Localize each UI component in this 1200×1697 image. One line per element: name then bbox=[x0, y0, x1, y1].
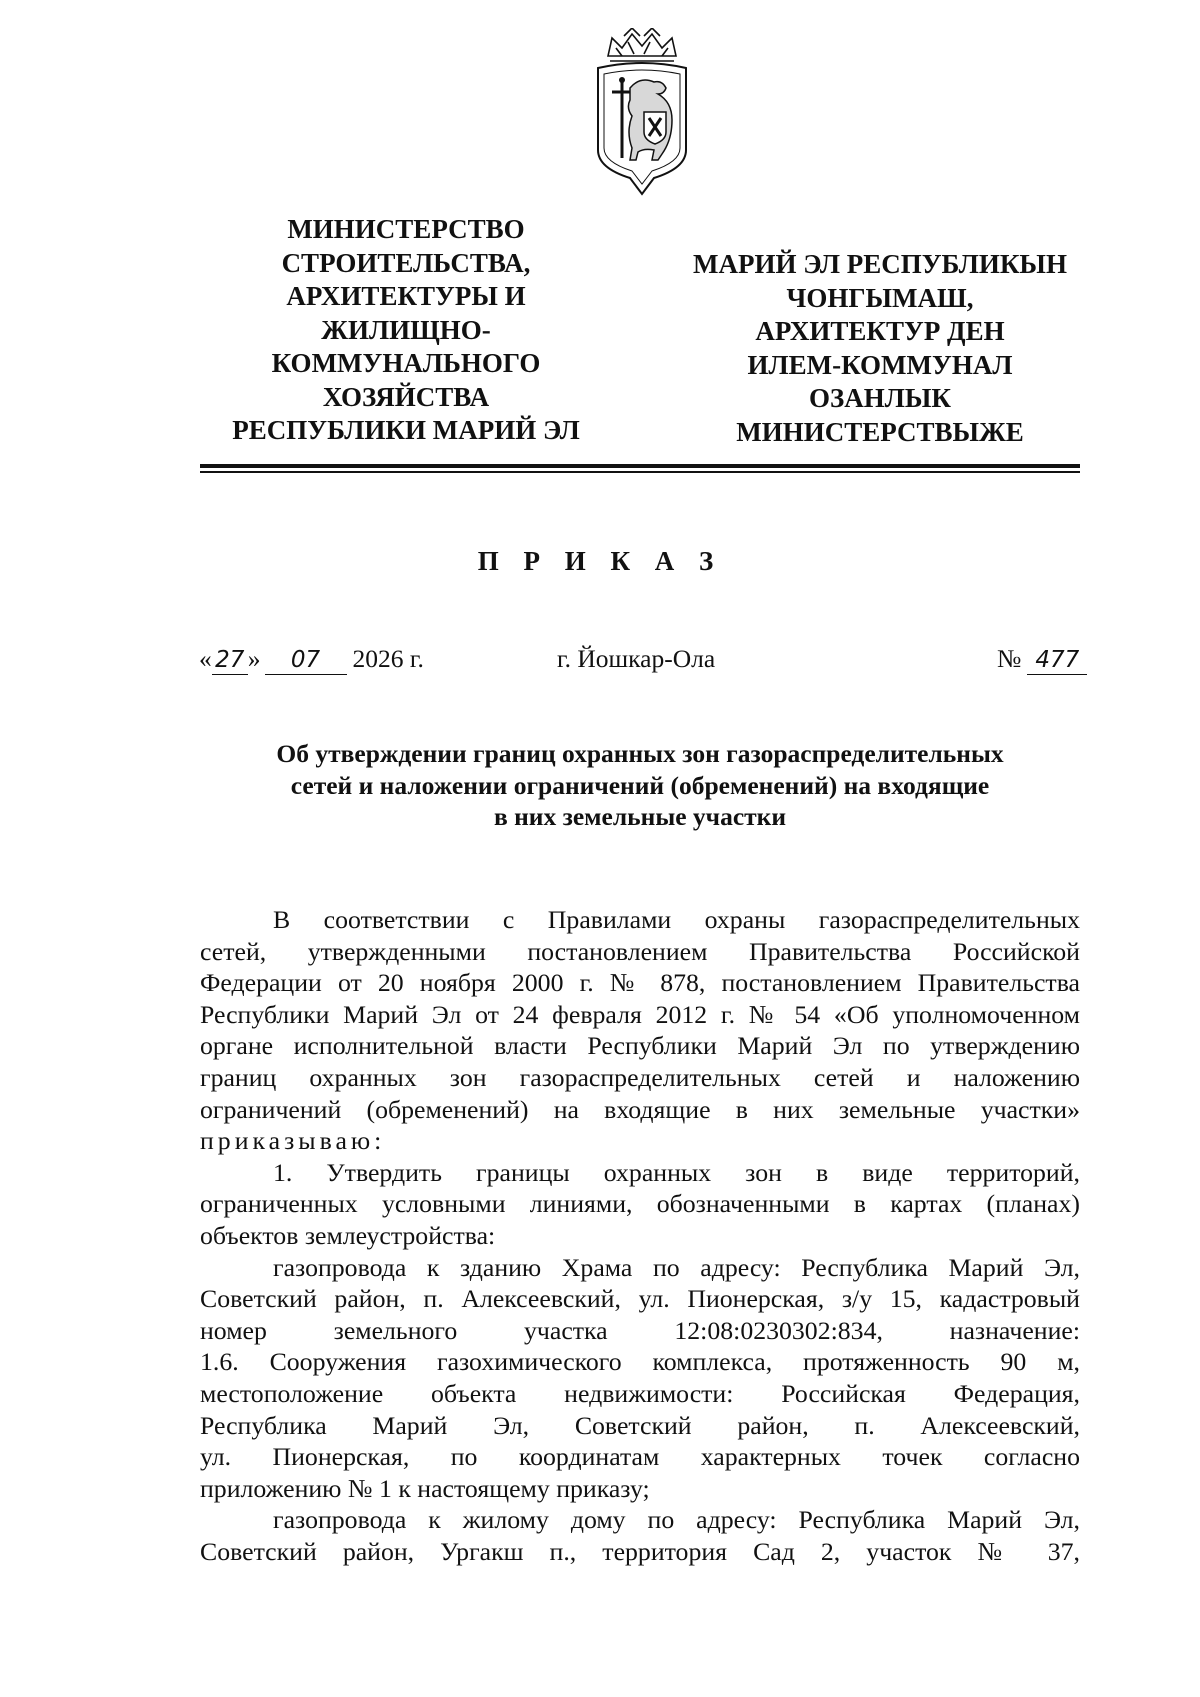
paragraph-item-1-a bbox=[200, 1252, 1080, 1505]
org-mhr-line: ОЗАНЛЫК bbox=[809, 383, 951, 413]
body-line: ул. Пионерская, по координатам характерных точек согласно bbox=[200, 1442, 1080, 1472]
header-divider-thick bbox=[200, 464, 1080, 468]
document-city: г. Йошкар-Ола bbox=[557, 644, 716, 673]
decree-word: приказываю: bbox=[200, 1126, 386, 1156]
body-line: местоположение объекта недвижимости: Российская Федерация, bbox=[200, 1378, 1080, 1408]
body-line: Советский район, Ургакш п., территория Сад 2, участок № 37, bbox=[200, 1536, 1080, 1566]
body-line: органе исполнительной власти Республики Марий Эл по утверждению bbox=[200, 1031, 1080, 1061]
org-mhr-line: ИЛЕМ-КОММУНАЛ bbox=[747, 349, 1013, 380]
body-line: ограниченных условными линиями, обозначенными в картах (планах) bbox=[200, 1189, 1080, 1219]
org-ru-line: РЕСПУБЛИКИ МАРИЙ ЭЛ bbox=[232, 415, 580, 445]
date-close-quote: » bbox=[247, 644, 261, 673]
org-ru-line: СТРОИТЕЛЬСТВА, bbox=[281, 247, 531, 278]
org-ru-line: ЖИЛИЩНО- bbox=[321, 314, 491, 345]
date-day: 27 bbox=[212, 647, 248, 675]
body-line: Советский район, п. Алексеевский, ул. Пионерская, з/у 15, кадастровый bbox=[200, 1284, 1080, 1314]
organization-name-mhr bbox=[660, 248, 1100, 449]
date-year: 2026 г. bbox=[352, 644, 424, 673]
body-line: номер земельного участка 12:08:0230302:834, назначение: bbox=[200, 1315, 1080, 1345]
org-ru-line: АРХИТЕКТУРЫ И bbox=[286, 281, 526, 311]
body-line: газопровода к зданию Храма по адресу: Республика Марий Эл, bbox=[273, 1252, 1080, 1282]
body-line: границ охранных зон газораспределительных сетей и наложению bbox=[200, 1062, 1080, 1092]
body-line: приложению № 1 к настоящему приказу; bbox=[200, 1473, 650, 1503]
coat-of-arms-drawing bbox=[592, 28, 692, 200]
paragraph-item-1-b bbox=[200, 1504, 1080, 1567]
document-type: П Р И К А З bbox=[477, 546, 723, 576]
paragraph-item-1 bbox=[200, 1157, 1080, 1252]
body-line: сетей, утвержденными постановлением Правительства Российской bbox=[200, 936, 1080, 966]
body-line: объектов землеустройства: bbox=[200, 1220, 496, 1250]
coat-of-arms-icon bbox=[592, 28, 692, 200]
body-line: Федерации от 20 ноября 2000 г. № 878, постановлением Правительства bbox=[200, 968, 1080, 998]
document-subject bbox=[200, 738, 1080, 833]
paragraph-preamble bbox=[200, 904, 1080, 1157]
body-line: Республики Марий Эл от 24 февраля 2012 г. № 54 «Об уполномоченном bbox=[200, 999, 1080, 1029]
document-number bbox=[997, 644, 1087, 675]
date-open-quote: « bbox=[199, 644, 212, 673]
document-body bbox=[200, 904, 1080, 1567]
organization-name-ru bbox=[200, 213, 612, 448]
subject-line: сетей и наложении ограничений (обременений) на входящие bbox=[290, 770, 990, 800]
org-mhr-line: МАРИЙ ЭЛ РЕСПУБЛИКЫН bbox=[693, 249, 1067, 279]
org-mhr-line: ЧОНГЫМАШ, bbox=[786, 282, 974, 313]
org-mhr-line: МИНИСТЕРСТВЫЖЕ bbox=[736, 416, 1024, 447]
body-line: 1. Утвердить границы охранных зон в виде территорий, bbox=[273, 1157, 1080, 1187]
subject-line: Об утверждении границ охранных зон газораспределительных bbox=[276, 739, 1004, 768]
org-ru-line: МИНИСТЕРСТВО bbox=[287, 214, 525, 244]
org-mhr-line: АРХИТЕКТУР ДЕН bbox=[755, 316, 1005, 346]
org-ru-line: ХОЗЯЙСТВА bbox=[322, 381, 490, 412]
body-line: ограничений (обременений) на входящие в них земельные участки» bbox=[200, 1094, 1080, 1124]
body-line: В соответствии с Правилами охраны газораспределительных bbox=[273, 905, 1080, 934]
org-ru-line: КОММУНАЛЬНОГО bbox=[271, 348, 541, 378]
body-line: газопровода к жилому дому по адресу: Республика Марий Эл, bbox=[273, 1505, 1080, 1535]
body-line: 1.6. Сооружения газохимического комплекса, протяженность 90 м, bbox=[200, 1347, 1080, 1377]
number-sign: № bbox=[997, 644, 1022, 673]
header-divider-thin bbox=[200, 471, 1080, 473]
subject-line: в них земельные участки bbox=[493, 802, 787, 831]
number-value: 477 bbox=[1027, 647, 1087, 675]
date-month: 07 bbox=[265, 647, 347, 675]
body-line: Республика Марий Эл, Советский район, п. Алексеевский, bbox=[200, 1410, 1080, 1440]
document-date bbox=[199, 644, 424, 675]
